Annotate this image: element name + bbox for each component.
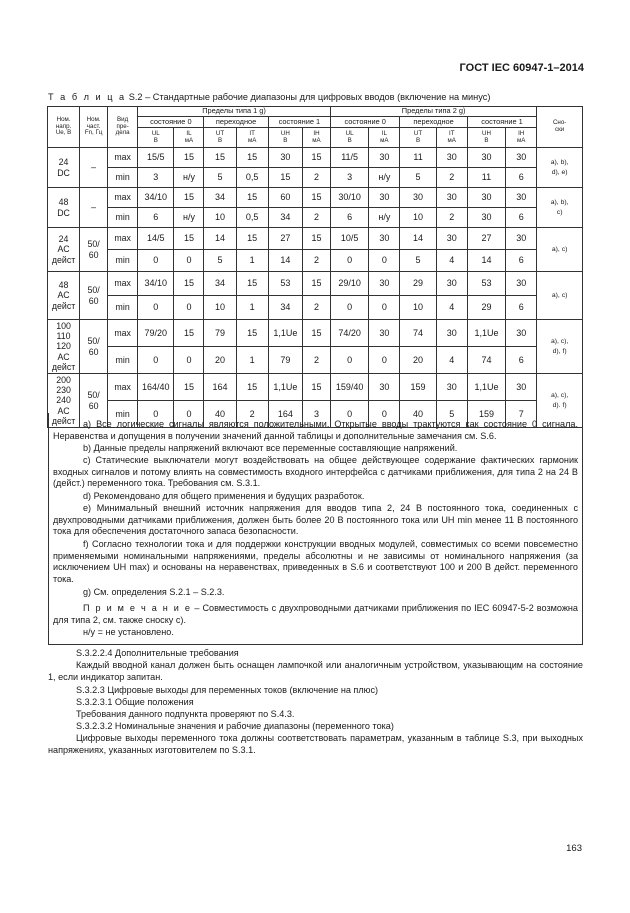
cell-max: 159 bbox=[400, 374, 436, 401]
caption-text: S.2 – Стандартные рабочие диапазоны для цифровых вводов (включение на минус) bbox=[126, 92, 491, 102]
subhead: IL мА bbox=[174, 128, 204, 148]
cell-max: 14 bbox=[400, 228, 436, 250]
cell-min: 3 bbox=[330, 168, 368, 188]
cell-max: 74 bbox=[400, 320, 436, 347]
cell-min: 6 bbox=[330, 208, 368, 228]
cell-min: 0 bbox=[330, 401, 368, 428]
cell-min: 0 bbox=[174, 347, 204, 374]
cell-min: 11 bbox=[467, 168, 505, 188]
cell-max: 11 bbox=[400, 148, 436, 168]
cell-min: 164 bbox=[268, 401, 302, 428]
cell-min: 0 bbox=[174, 296, 204, 320]
subhead: IT мА bbox=[436, 128, 467, 148]
cell-min: 159 bbox=[467, 401, 505, 428]
cell-max: 15 bbox=[174, 272, 204, 296]
cell-min: 74 bbox=[467, 347, 505, 374]
footnote-d: d) Рекомендовано для общего применения и будущих разработок. bbox=[83, 491, 365, 501]
cell-min: 0 bbox=[330, 296, 368, 320]
cell-min: 0 bbox=[369, 250, 400, 272]
row-voltage: 200 230 240 AC дейст bbox=[48, 374, 80, 428]
cell-min: 29 bbox=[467, 296, 505, 320]
nu-definition: н/у = не установлено. bbox=[83, 627, 174, 637]
t2-state1: состояние 1 bbox=[467, 117, 536, 128]
cell-max: 1,1Ue bbox=[467, 374, 505, 401]
cell-max: 15 bbox=[174, 148, 204, 168]
cell-min: 5 bbox=[204, 168, 236, 188]
row-footnotes: a), c), d), f) bbox=[537, 320, 583, 374]
table-notes-box bbox=[48, 413, 583, 645]
cell-max: 15 bbox=[236, 148, 268, 168]
row-voltage: 100 110 120 AC дейст bbox=[48, 320, 80, 374]
row-frequency: 50/ 60 bbox=[80, 320, 108, 374]
cell-max: 30 bbox=[436, 320, 467, 347]
cell-max: 30 bbox=[436, 188, 467, 208]
cell-max: 15 bbox=[236, 228, 268, 250]
cell-max: 30 bbox=[369, 272, 400, 296]
cell-max: 15 bbox=[302, 148, 330, 168]
cell-min: 6 bbox=[138, 208, 174, 228]
t1-state0: состояние 0 bbox=[138, 117, 204, 128]
cell-max: 30 bbox=[436, 148, 467, 168]
cell-max: 30/10 bbox=[330, 188, 368, 208]
row-frequency: – bbox=[80, 148, 108, 188]
cell-max: 30 bbox=[369, 148, 400, 168]
cell-max: 30 bbox=[506, 272, 537, 296]
limit-min: min bbox=[108, 296, 138, 320]
row-footnotes: a), b), c) bbox=[537, 188, 583, 228]
cell-min: 0,5 bbox=[236, 168, 268, 188]
cell-min: 5 bbox=[436, 401, 467, 428]
limit-max: max bbox=[108, 272, 138, 296]
cell-max: 10/5 bbox=[330, 228, 368, 250]
cell-max: 15 bbox=[236, 272, 268, 296]
cell-max: 60 bbox=[268, 188, 302, 208]
cell-max: 15/5 bbox=[138, 148, 174, 168]
cell-max: 29/10 bbox=[330, 272, 368, 296]
cell-max: 34 bbox=[204, 188, 236, 208]
row-footnotes: a), c), d). f) bbox=[537, 374, 583, 428]
subhead: UT В bbox=[204, 128, 236, 148]
subhead: UL В bbox=[330, 128, 368, 148]
cell-min: 2 bbox=[302, 347, 330, 374]
cell-min: 10 bbox=[204, 296, 236, 320]
cell-max: 15 bbox=[236, 320, 268, 347]
cell-max: 14/5 bbox=[138, 228, 174, 250]
cell-min: 6 bbox=[506, 208, 537, 228]
cell-min: 6 bbox=[506, 347, 537, 374]
row-frequency: – bbox=[80, 188, 108, 228]
cell-max: 30 bbox=[436, 228, 467, 250]
cell-min: н/у bbox=[174, 168, 204, 188]
cell-max: 159/40 bbox=[330, 374, 368, 401]
cell-max: 15 bbox=[236, 188, 268, 208]
cell-min: 6 bbox=[506, 168, 537, 188]
cell-max: 30 bbox=[467, 148, 505, 168]
cell-min: 20 bbox=[400, 347, 436, 374]
subhead: UH В bbox=[467, 128, 505, 148]
cell-max: 30 bbox=[506, 148, 537, 168]
footnote-e: e) Минимальный внешний источник напряжения для вводов типа 2, 24 В постоянного тока, соединенных с двухпроводными датчиками приближения, должен быть более 20 В постоянного тока или UH min менее 11 В постоянного тока для обеспечения достаточного запаса безопасности. bbox=[53, 503, 578, 537]
t1-transition: переходное bbox=[204, 117, 268, 128]
section-s3231-heading: S.3.2.3.1 Общие положения bbox=[76, 697, 194, 707]
limit-max: max bbox=[108, 320, 138, 347]
limit-max: max bbox=[108, 188, 138, 208]
cell-max: 30 bbox=[369, 188, 400, 208]
cell-max: 30 bbox=[400, 188, 436, 208]
limit-min: min bbox=[108, 168, 138, 188]
subhead: IH мА bbox=[506, 128, 537, 148]
col-limit-type: Вид пре- дела bbox=[108, 107, 138, 148]
cell-min: 0 bbox=[174, 401, 204, 428]
cell-min: 14 bbox=[467, 250, 505, 272]
cell-max: 1,1Ue bbox=[268, 374, 302, 401]
section-s3232-heading: S.3.2.3.2 Номинальные значения и рабочие диапазоны (переменного тока) bbox=[76, 721, 394, 731]
cell-min: 40 bbox=[204, 401, 236, 428]
section-s3232-text: Цифровые выходы переменного тока должны соответствовать параметрам, указанным в таблице S.3, при выходных напряжениях, указанных изготовителем по S.3.1. bbox=[48, 733, 583, 755]
limit-max: max bbox=[108, 374, 138, 401]
footnote-c: c) Статические выключатели могут воздействовать на общее действующее содержание фактических гармоник входных сигналов и потому влиять на совместимость входного интерфейса с датчиками приближения, для типа 2 на 24 В (дейст.) переменного тока. Требования см. S.3.1. bbox=[53, 455, 578, 489]
cell-max: 15 bbox=[204, 148, 236, 168]
col-nom-freq: Ном. част. Fn, Гц bbox=[80, 107, 108, 148]
cell-max: 30 bbox=[467, 188, 505, 208]
group-type1: Пределы типа 1 g) bbox=[138, 107, 331, 117]
standard-designation: ГОСТ IEC 60947-1–2014 bbox=[459, 62, 584, 74]
cell-min: 30 bbox=[467, 208, 505, 228]
cell-min: 1 bbox=[236, 250, 268, 272]
footnote-a: a) Все логические сигналы являются положительными. Открытые вводы трактуются как состояние 0 сигнала. Неравенства и допущения в получении значений данной таблицы и дополнительные замечания см. S.6. bbox=[53, 419, 578, 441]
cell-max: 30 bbox=[506, 228, 537, 250]
cell-min: 10 bbox=[204, 208, 236, 228]
subhead: IH мА bbox=[302, 128, 330, 148]
cell-max: 164 bbox=[204, 374, 236, 401]
cell-max: 1,1Ue bbox=[268, 320, 302, 347]
caption-prefix: Т а б л и ц а bbox=[48, 92, 127, 102]
cell-max: 15 bbox=[302, 272, 330, 296]
cell-max: 30 bbox=[369, 320, 400, 347]
cell-min: 1 bbox=[236, 347, 268, 374]
cell-min: 0 bbox=[369, 401, 400, 428]
subhead: UL В bbox=[138, 128, 174, 148]
row-frequency: 50/ 60 bbox=[80, 374, 108, 428]
cell-min: 0 bbox=[138, 401, 174, 428]
cell-max: 53 bbox=[268, 272, 302, 296]
subhead: UT В bbox=[400, 128, 436, 148]
digital-inputs-table bbox=[47, 106, 583, 428]
section-s3224-text: Каждый вводной канал должен быть оснащен лампочкой или аналогичным устройством, указывающим на состояние 1, если индикатор запитан. bbox=[48, 660, 583, 682]
row-footnotes: a), c) bbox=[537, 272, 583, 320]
cell-min: 2 bbox=[302, 208, 330, 228]
cell-max: 30 bbox=[369, 374, 400, 401]
cell-min: 2 bbox=[236, 401, 268, 428]
note-label: П р и м е ч а н и е bbox=[83, 603, 192, 613]
cell-max: 15 bbox=[302, 374, 330, 401]
cell-min: 2 bbox=[302, 296, 330, 320]
cell-max: 15 bbox=[174, 374, 204, 401]
row-frequency: 50/ 60 bbox=[80, 272, 108, 320]
cell-min: 4 bbox=[436, 296, 467, 320]
cell-min: 6 bbox=[506, 296, 537, 320]
cell-max: 34/10 bbox=[138, 272, 174, 296]
cell-max: 27 bbox=[467, 228, 505, 250]
section-s3231-text: Требования данного подпункта проверяют по S.4.3. bbox=[76, 709, 295, 719]
cell-min: н/у bbox=[174, 208, 204, 228]
cell-max: 15 bbox=[174, 320, 204, 347]
subhead: UH В bbox=[268, 128, 302, 148]
table-note bbox=[49, 603, 584, 626]
cell-max: 15 bbox=[302, 188, 330, 208]
cell-min: 1 bbox=[236, 296, 268, 320]
cell-max: 27 bbox=[268, 228, 302, 250]
cell-max: 74/20 bbox=[330, 320, 368, 347]
cell-min: 0 bbox=[369, 347, 400, 374]
limit-min: min bbox=[108, 208, 138, 228]
cell-max: 34 bbox=[204, 272, 236, 296]
limit-min: min bbox=[108, 347, 138, 374]
cell-min: 20 bbox=[204, 347, 236, 374]
cell-min: 0,5 bbox=[236, 208, 268, 228]
subhead: IL мА bbox=[369, 128, 400, 148]
cell-min: 10 bbox=[400, 208, 436, 228]
cell-min: 2 bbox=[436, 208, 467, 228]
col-footnotes: Сно- ски bbox=[537, 107, 583, 148]
cell-max: 15 bbox=[236, 374, 268, 401]
cell-min: 79 bbox=[268, 347, 302, 374]
limit-max: max bbox=[108, 228, 138, 250]
cell-max: 30 bbox=[369, 228, 400, 250]
row-frequency: 50/ 60 bbox=[80, 228, 108, 272]
cell-min: 6 bbox=[506, 250, 537, 272]
row-voltage: 48 AC дейст bbox=[48, 272, 80, 320]
cell-max: 53 bbox=[467, 272, 505, 296]
cell-max: 15 bbox=[302, 320, 330, 347]
footnote-b: b) Данные пределы напряжений включают все переменные составляющие напряжений. bbox=[83, 443, 458, 453]
cell-max: 34/10 bbox=[138, 188, 174, 208]
cell-min: 5 bbox=[400, 168, 436, 188]
cell-min: 2 bbox=[436, 168, 467, 188]
footnote-f: f) Согласно технологии тока и для поддержки конструкции вводных модулей, совместимых со всеми повсеместно применяемыми номинальными напряжениями, пределы абсолютны и не зависимы от номинального напряжения (за исключением UH max) и основаны на неравенствах, приведенных в S.6 и соответствуют 100 и 200 В дейст. переменного тока. bbox=[53, 539, 578, 584]
cell-max: 30 bbox=[436, 272, 467, 296]
cell-min: 40 bbox=[400, 401, 436, 428]
cell-max: 15 bbox=[174, 228, 204, 250]
group-type2: Пределы типа 2 g) bbox=[330, 107, 536, 117]
row-footnotes: a), c) bbox=[537, 228, 583, 272]
cell-max: 79/20 bbox=[138, 320, 174, 347]
cell-max: 15 bbox=[302, 228, 330, 250]
cell-min: 5 bbox=[204, 250, 236, 272]
row-voltage: 24 AC дейст bbox=[48, 228, 80, 272]
cell-min: 0 bbox=[138, 296, 174, 320]
cell-min: 0 bbox=[138, 250, 174, 272]
table-caption bbox=[48, 92, 490, 102]
cell-max: 30 bbox=[506, 374, 537, 401]
cell-max: 30 bbox=[268, 148, 302, 168]
cell-min: 0 bbox=[138, 347, 174, 374]
cell-min: 0 bbox=[174, 250, 204, 272]
col-nom-voltage: Ном. напр. Ue, В bbox=[48, 107, 80, 148]
cell-max: 30 bbox=[506, 188, 537, 208]
cell-min: 34 bbox=[268, 296, 302, 320]
limit-max: max bbox=[108, 148, 138, 168]
cell-min: 0 bbox=[330, 250, 368, 272]
cell-min: 2 bbox=[302, 250, 330, 272]
cell-max: 30 bbox=[506, 320, 537, 347]
cell-min: н/у bbox=[369, 208, 400, 228]
limit-min: min bbox=[108, 250, 138, 272]
cell-max: 11/5 bbox=[330, 148, 368, 168]
section-s323-heading: S.3.2.3 Цифровые выходы для переменных токов (включение на плюс) bbox=[76, 685, 379, 695]
cell-min: 3 bbox=[138, 168, 174, 188]
cell-min: 0 bbox=[330, 347, 368, 374]
t1-state1: состояние 1 bbox=[268, 117, 330, 128]
cell-min: 3 bbox=[302, 401, 330, 428]
cell-max: 29 bbox=[400, 272, 436, 296]
cell-min: 14 bbox=[268, 250, 302, 272]
t2-transition: переходное bbox=[400, 117, 467, 128]
cell-min: 34 bbox=[268, 208, 302, 228]
subhead: IT мА bbox=[236, 128, 268, 148]
note-text: – Совместимость с двухпроводными датчиками приближения по IEC 60947-5-2 возможна для типа 2, см. также сноску c). bbox=[53, 603, 578, 625]
cell-min: 0 bbox=[369, 296, 400, 320]
t2-state0: состояние 0 bbox=[330, 117, 399, 128]
cell-min: н/у bbox=[369, 168, 400, 188]
cell-max: 164/40 bbox=[138, 374, 174, 401]
cell-max: 14 bbox=[204, 228, 236, 250]
section-s3224-heading: S.3.2.2.4 Дополнительные требования bbox=[76, 648, 239, 658]
cell-max: 79 bbox=[204, 320, 236, 347]
row-voltage: 24 DC bbox=[48, 148, 80, 188]
cell-min: 4 bbox=[436, 347, 467, 374]
cell-min: 10 bbox=[400, 296, 436, 320]
footnote-g: g) См. определения S.2.1 – S.2.3. bbox=[83, 587, 225, 597]
row-voltage: 48 DC bbox=[48, 188, 80, 228]
cell-min: 7 bbox=[506, 401, 537, 428]
cell-max: 30 bbox=[436, 374, 467, 401]
cell-max: 15 bbox=[174, 188, 204, 208]
cell-max: 1,1Ue bbox=[467, 320, 505, 347]
cell-min: 5 bbox=[400, 250, 436, 272]
row-footnotes: a), b), d), e) bbox=[537, 148, 583, 188]
cell-min: 15 bbox=[268, 168, 302, 188]
cell-min: 2 bbox=[302, 168, 330, 188]
limit-min: min bbox=[108, 401, 138, 428]
page-number: 163 bbox=[566, 843, 582, 854]
cell-min: 4 bbox=[436, 250, 467, 272]
